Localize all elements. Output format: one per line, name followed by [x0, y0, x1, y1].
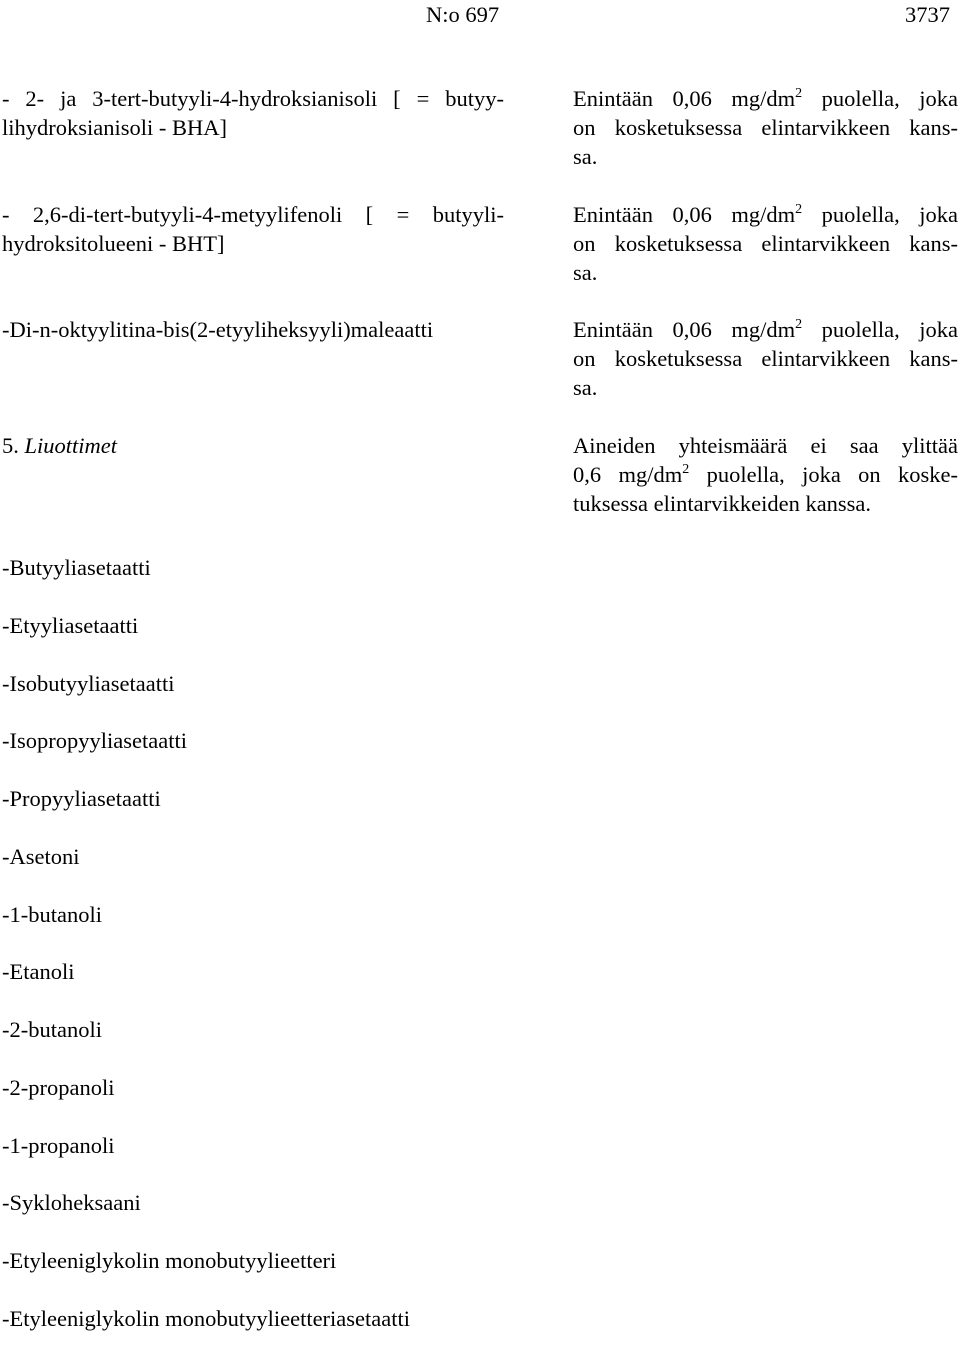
restriction-text: [573, 84, 958, 171]
section-limit-text: [573, 431, 958, 518]
issue-number: N:o 697: [426, 2, 500, 27]
superscript: 2: [795, 317, 803, 332]
limit-line: Aineiden yhteismäärä ei saa ylittää: [573, 433, 958, 458]
list-item: -2-propanoli: [2, 1074, 115, 1100]
restriction-line: on kosketuksessa elintarvikkeen kans-: [573, 115, 958, 140]
restriction-line: on kosketuksessa elintarvikkeen kans-: [573, 231, 958, 256]
substance-name: [2, 84, 504, 142]
list-item: -Asetoni: [2, 843, 80, 869]
restriction-line: [573, 84, 958, 113]
restriction-text-part: Enintään 0,06 mg/dm: [573, 317, 796, 342]
restriction-text-part: puolella, joka: [802, 317, 958, 342]
list-item: -Isopropyyliasetaatti: [2, 728, 187, 754]
substance-name: [2, 315, 504, 344]
restriction-line: sa.: [573, 260, 598, 285]
substance-name-line: hydroksitolueeni - BHT]: [2, 231, 225, 256]
superscript: 2: [682, 462, 690, 477]
limit-text-part: puolella, joka on koske-: [689, 462, 958, 487]
substance-name: [2, 200, 504, 258]
substance-name-line: - 2,6-di-tert-butyyli-4-metyylifenoli [ = butyyli-: [2, 202, 504, 227]
list-item: -Isobutyyliasetaatti: [2, 670, 175, 696]
section-title: Liuottimet: [24, 433, 118, 458]
restriction-text-part: Enintään 0,06 mg/dm: [573, 86, 796, 111]
restriction-text-part: puolella, joka: [802, 202, 958, 227]
substance-name-line: -Di-n-oktyylitina-bis(2-etyyliheksyyli)maleaatti: [2, 317, 434, 342]
list-item: -Etyleeniglykolin monobutyylieetteri: [2, 1248, 337, 1273]
list-item: -Etanoli: [2, 959, 75, 985]
superscript: 2: [795, 86, 803, 101]
limit-line: tuksessa elintarvikkeiden kanssa.: [573, 491, 872, 516]
list-item: -Sykloheksaani: [2, 1190, 141, 1216]
solvent-list: [2, 553, 410, 1362]
restriction-line: [573, 200, 958, 229]
restriction-text: [573, 315, 958, 402]
restriction-line: [573, 315, 958, 344]
list-item: -1-propanoli: [2, 1132, 115, 1158]
limit-line: [573, 460, 958, 489]
list-item: -Propyyliasetaatti: [2, 786, 161, 811]
list-item: -Etyyliasetaatti: [2, 612, 139, 638]
section-heading-line: [2, 431, 504, 460]
substance-name-line: lihydroksianisoli - BHA]: [2, 115, 227, 140]
restriction-line: sa.: [573, 144, 598, 169]
list-item: -1-butanoli: [2, 901, 102, 927]
restriction-text-part: puolella, joka: [802, 86, 958, 111]
list-item: -Etyleeniglykolin monobutyylieetteriasetaatti: [2, 1305, 411, 1331]
limit-text-part: 0,6 mg/dm: [573, 462, 683, 487]
restriction-text-part: Enintään 0,06 mg/dm: [573, 202, 796, 227]
list-item: -2-butanoli: [2, 1017, 102, 1042]
list-item: -Butyyliasetaatti: [2, 555, 151, 580]
section-heading: [2, 431, 504, 460]
page-number: 3737: [905, 2, 950, 27]
restriction-line: on kosketuksessa elintarvikkeen kans-: [573, 346, 958, 371]
substance-name-line: - 2- ja 3-tert-butyyli-4-hydroksianisoli [ = butyy-: [2, 86, 504, 111]
restriction-text: [573, 200, 958, 287]
restriction-line: sa.: [573, 375, 598, 400]
section-number: 5.: [2, 433, 19, 458]
page-header: [0, 0, 960, 30]
superscript: 2: [795, 202, 803, 217]
